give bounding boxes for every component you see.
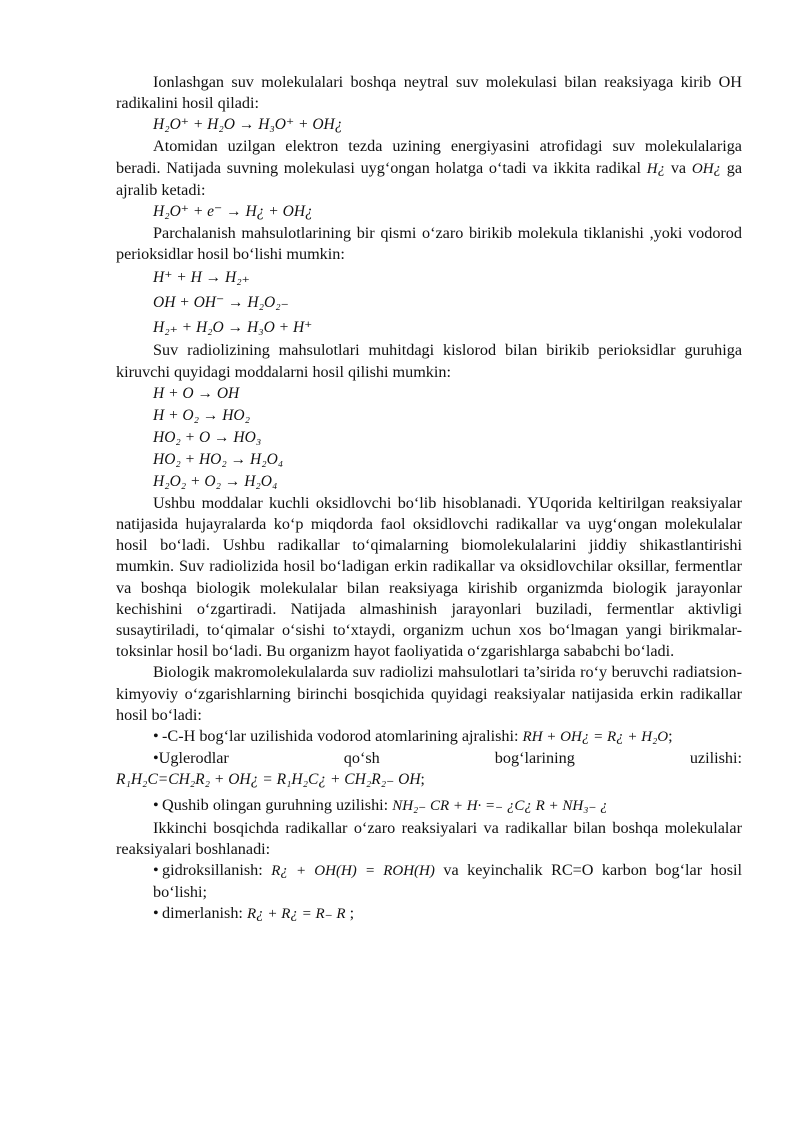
bullet-ch-text: -C-H bog‘lar uzilishida vodorod atomlarining ajralishi: <box>162 727 519 746</box>
bullet-double-w3: bog‘larining <box>494 749 575 768</box>
paragraph-first-stage: Biologik makromolekulalarda suv radiolizi mahsulotlari ta’sirida ro‘y beruvchi radiatsion-kimyoviy o‘zgarishlarning birinchi bosqichida quyidagi reaksiyalar natijasida erkin radikallar hosil bo‘ladi: <box>116 663 742 724</box>
bullet-dot-icon: • <box>153 749 159 768</box>
bullet-group-cleavage <box>153 795 742 817</box>
formula-recombination-1: H⁺ + H → H₂₊ <box>153 269 250 287</box>
paragraph-decomposition: Parchalanish mahsulotlarining bir qismi o‘zaro birikib molekula tiklanishi ,yoki vodorod perioksidlar hosil bo‘lishi mumkin: <box>116 224 742 264</box>
paragraph-second-stage: Ikkinchi bosqichda radikallar o‘zaro reaksiyalari va radikallar bilan boshqa molekulalar reaksiyalari boshlanadi: <box>116 818 742 858</box>
paragraph-electron-end: ga ajralib ketadi: <box>116 158 743 199</box>
bullet-double-w4: uzilishi: <box>689 749 742 768</box>
bullet-double-end: ; <box>420 771 425 789</box>
formula-ch-cleavage: RH + OH¿ = R¿ + H₂O <box>522 729 669 746</box>
formula-hydroxylation: R¿ + OH(H) = ROH(H) <box>271 863 435 880</box>
paragraph-electron <box>116 136 742 201</box>
bullet-double-w1: Uglerodlar <box>158 749 229 768</box>
formula-radical-h: H¿ <box>646 160 666 177</box>
bullet-double-word-1 <box>153 748 229 769</box>
formula-peroxide-4: HO₂ + HO₂ → H₂O₄ <box>153 450 284 468</box>
formula-recombination-3: H₂₊ + H₂O → H₃O + H⁺ <box>153 319 313 337</box>
formula-dimerization: R¿ + R¿ = R₋ R <box>246 906 346 923</box>
bullet-dot-icon: • <box>153 796 159 815</box>
paragraph-electron-and: va <box>670 158 687 177</box>
formula-double-bond <box>116 769 742 791</box>
paragraph-electron-text: Atomidan uzilgan elektron tezda uzining energiyasini atrofidagi suv molekulalariga beradi. Natijada suvning molekulasi uyg‘ongan holatga o‘tadi va ikkita radikal <box>116 137 742 177</box>
bullet-ch-end: ; <box>668 727 673 746</box>
formula-peroxide-3: HO₂ + O → HO₃ <box>153 428 262 446</box>
bullet-group-text: Qushib olingan guruhning uzilishi: <box>162 796 389 815</box>
formula-electron-split: H₂O⁺ + e⁻ → H¿ + OH¿ <box>153 203 313 221</box>
bullet-dot-icon: • <box>153 727 159 746</box>
bullet-dimerization <box>153 903 742 925</box>
bullet-ch-bonds <box>153 726 742 748</box>
bullet-dot-icon: • <box>153 861 159 880</box>
formula-hydronium: H₂O⁺ + H₂O → H₃O⁺ + OH¿ <box>153 116 343 134</box>
bullet-dot-icon: • <box>153 904 159 923</box>
formula-recombination-2: OH + OH⁻ → H₂O₂₋ <box>153 294 289 312</box>
paragraph-peroxides: Suv radiolizining mahsulotlari muhitdagi kislorod bilan birikib perioksidlar guruhiga kiruvchi quyidagi moddalarni hosil qilishi mumkin: <box>116 341 742 381</box>
formula-peroxide-1: H + O → OH <box>153 384 240 402</box>
bullet-hydroxylation-text: gidroksillanish: <box>162 861 263 880</box>
bullet-dimerization-text: dimerlanish: <box>162 904 243 923</box>
bullet-hydroxylation-after: va keyinchalik RC=O karbon bog‘lar hosil bo‘lishi; <box>153 861 743 902</box>
formula-group-cleavage: NH₂₋ CR + H· =₋ ¿C¿ R + NH₃₋ ¿ <box>392 798 608 815</box>
formula-double-bond-text: R₁H₂C=CH₂R₂ + OH¿ = R₁H₂C¿ + CH₂R₂₋ OH <box>116 771 421 789</box>
paragraph-ionization: Ionlashgan suv molekulalari boshqa neytral suv molekulasi bilan reaksiyaga kirib OH radikalini hosil qiladi: <box>116 73 742 113</box>
formula-peroxide-2: H + O₂ → HO₂ <box>153 406 251 424</box>
bullet-hydroxylation <box>153 860 742 903</box>
formula-radical-oh: OH¿ <box>691 160 722 177</box>
formula-peroxide-5: H₂O₂ + O₂ → H₂O₄ <box>153 472 278 490</box>
paragraph-oxidizers: Ushbu moddalar kuchli oksidlovchi bo‘lib hisoblanadi. YUqorida keltirilgan reaksiyalar natijasida hujayralarda ko‘p miqdorda faol oksidlovchi radikallar va uyg‘ongan molekulalar hosil bo‘ladi. Ushbu radikallar to‘qimalarning biomolekulalarini jiddiy shikastlantirishi mumkin. Suv radiolizida hosil bo‘ladigan erkin radikallar va oksidlovchilar oksillar, fermentlar va boshqa biologik molekulalar bilan reaksiyaga kirishib organizmda biologik jarayonlar kechishini o‘zgartiradi. Natijada almashinish jarayonlari buziladi, fermentlar aktivligi susaytiriladi, to‘qimalar o‘sishi to‘xtaydi, organizm uchun xos bo‘lmagan yangi birikmalar- toksinlar hosil bo‘ladi. Bu organizm hayot faoliyatida o‘zgarishlarga sababchi bo‘ladi. <box>116 493 742 661</box>
bullet-double-bonds <box>153 748 742 769</box>
bullet-double-w2: qo‘sh <box>343 749 380 768</box>
bullet-dimerization-end: ; <box>349 904 355 923</box>
